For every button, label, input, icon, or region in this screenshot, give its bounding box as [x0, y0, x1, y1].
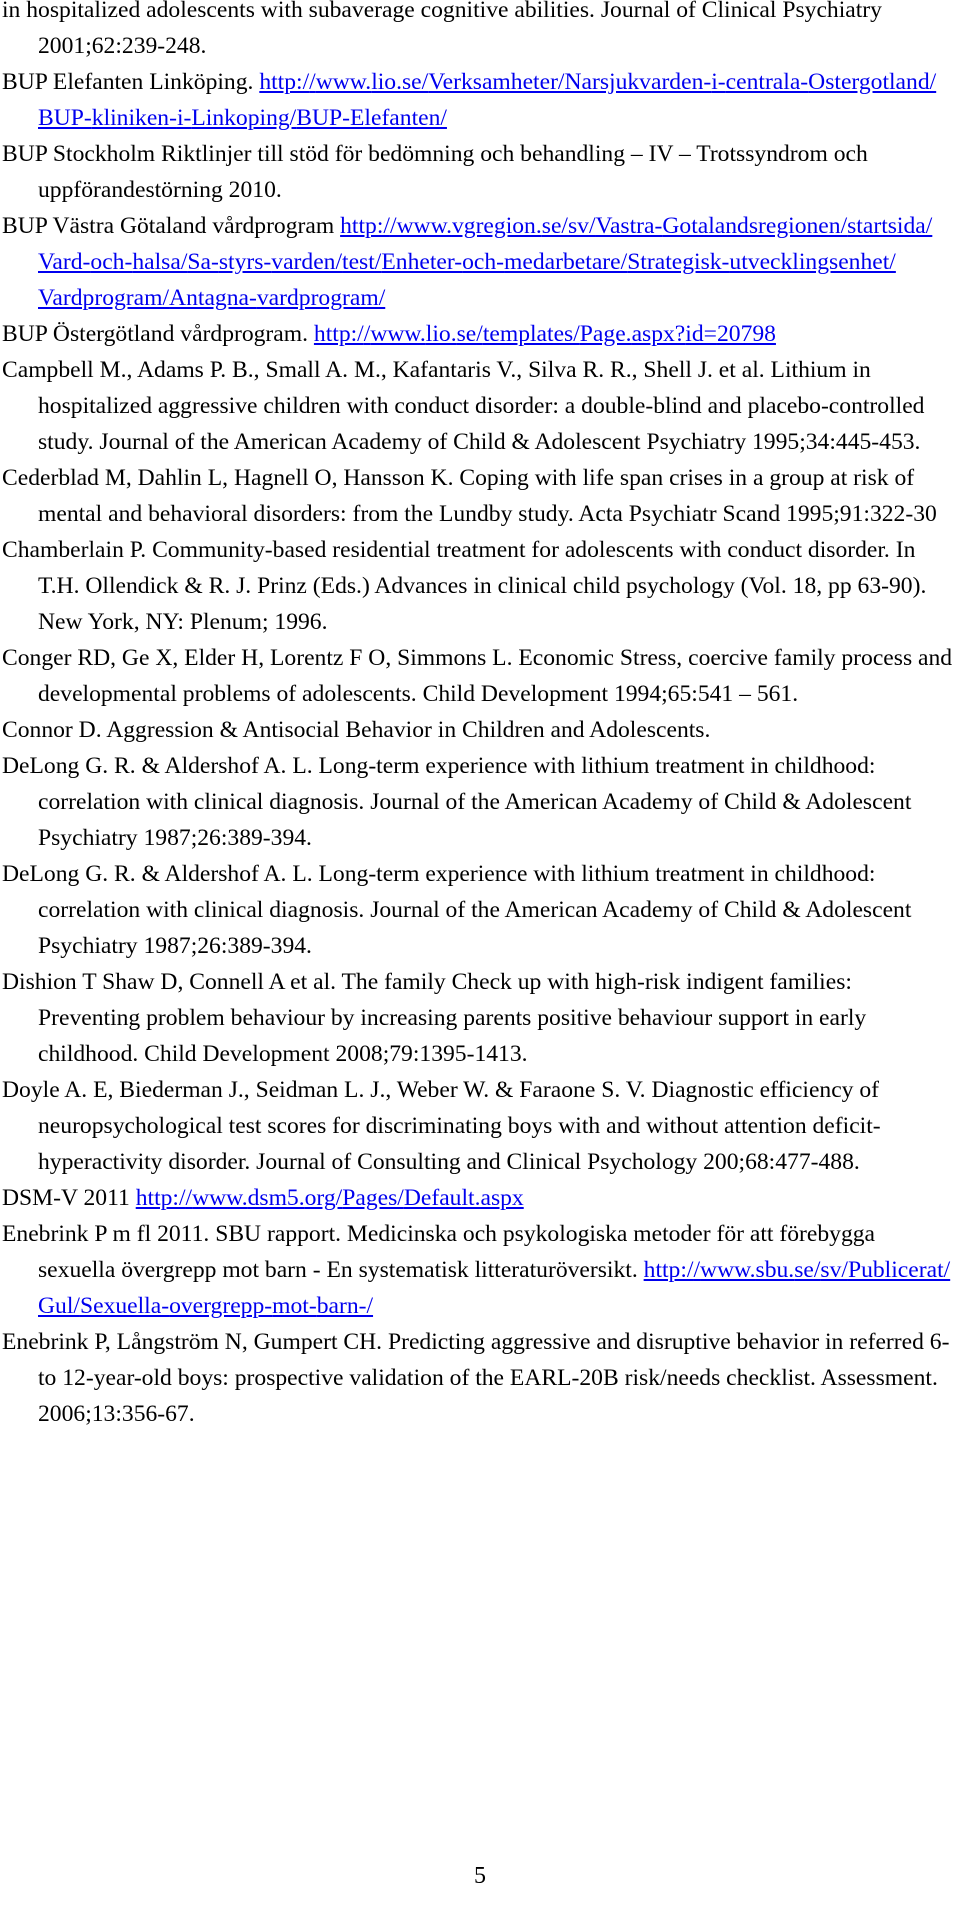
reference-entry [2, 712, 958, 748]
reference-entry [2, 640, 958, 712]
reference-entry [2, 1324, 958, 1432]
reference-text: BUP Östergötland vårdprogram. [2, 321, 314, 347]
reference-entry [2, 208, 958, 316]
reference-entry [2, 0, 958, 64]
reference-entry [2, 316, 958, 352]
reference-entry [2, 1216, 958, 1324]
reference-link[interactable]: http://www.vgregion.se/sv/Vastra-Gotalandsregionen/startsida/Vard-och-halsa/Sa-styrs-varden/test/Enheter-och-medarbetare/Strategisk-utvecklingsenhet/Vardprogram/Antagna-vardprogram/ [38, 213, 933, 311]
reference-text: BUP Stockholm Riktlinjer till stöd för bedömning och behandling – IV – Trotssyndrom och uppförandestörning 2010. [2, 141, 868, 203]
reference-entry [2, 460, 958, 532]
reference-text: Campbell M., Adams P. B., Small A. M., Kafantaris V., Silva R. R., Shell J. et al. Lithium in hospitalized aggressive children with conduct disorder: a double-blind and placebo-controlled study. Journal of the American Academy of Child & Adolescent Psychiatry 1995;34:445-453. [2, 357, 925, 455]
reference-entry [2, 1180, 958, 1216]
reference-text: BUP Elefanten Linköping. [2, 69, 260, 95]
reference-text: Enebrink P m fl 2011. SBU rapport. Medicinska och psykologiska metoder för att förebygga sexuella övergrepp mot barn - En systematisk litteraturöversikt. [2, 1221, 876, 1283]
reference-entry [2, 64, 958, 136]
reference-text: Doyle A. E, Biederman J., Seidman L. J., Weber W. & Faraone S. V. Diagnostic efficiency of neuropsychological test scores for discriminating boys with and without attention deficit-hyperactivity disorder. Journal of Consulting and Clinical Psychology 200;68:477-488. [2, 1077, 881, 1175]
reference-entry [2, 136, 958, 208]
reference-text: Conger RD, Ge X, Elder H, Lorentz F O, Simmons L. Economic Stress, coercive family process and developmental problems of adolescents. Child Development 1994;65:541 – 561. [2, 645, 953, 707]
reference-list [2, 0, 958, 1432]
reference-text: DeLong G. R. & Aldershof A. L. Long-term experience with lithium treatment in childhood: correlation with clinical diagnosis. Journal of the American Academy of Child & Adolescent Psychiatry 1987;26:389-394. [2, 753, 912, 851]
reference-entry [2, 856, 958, 964]
reference-text: DeLong G. R. & Aldershof A. L. Long-term experience with lithium treatment in childhood: correlation with clinical diagnosis. Journal of the American Academy of Child & Adolescent Psychiatry 1987;26:389-394. [2, 861, 912, 959]
reference-link[interactable]: http://www.lio.se/templates/Page.aspx?id=20798 [313, 321, 776, 347]
reference-text: Cederblad M, Dahlin L, Hagnell O, Hansson K. Coping with life span crises in a group at risk of mental and behavioral disorders: from the Lundby study. Acta Psychiatr Scand 1995;91:322-30 [2, 465, 937, 527]
reference-text: Connor D. Aggression & Antisocial Behavior in Children and Adolescents. [2, 717, 711, 743]
reference-text: Enebrink P, Långström N, Gumpert CH. Predicting aggressive and disruptive behavior in referred 6- to 12-year-old boys: prospective validation of the EARL-20B risk/needs checklist. Assessment. 2006;13:356-67. [2, 1329, 950, 1427]
reference-text: Chamberlain P. Community-based residential treatment for adolescents with conduct disorder. In T.H. Ollendick & R. J. Prinz (Eds.) Advances in clinical child psychology (Vol. 18, pp 63-90). New York, NY: Plenum; 1996. [2, 537, 927, 635]
reference-entry [2, 352, 958, 460]
reference-entry [2, 532, 958, 640]
reference-text: Dishion T Shaw D, Connell A et al. The family Check up with high-risk indigent families: Preventing problem behaviour by increasing parents positive behaviour support in early childhood. Child Development 2008;79:1395-1413. [2, 969, 867, 1067]
reference-text: BUP Västra Götaland vårdprogram [2, 213, 341, 239]
reference-entry [2, 964, 958, 1072]
reference-entry [2, 1072, 958, 1180]
reference-text: in hospitalized adolescents with subaverage cognitive abilities. Journal of Clinical Psychiatry 2001;62:239-248. [2, 0, 882, 59]
reference-link[interactable]: http://www.dsm5.org/Pages/Default.aspx [135, 1185, 524, 1211]
reference-text: DSM-V 2011 [2, 1185, 136, 1211]
reference-link[interactable]: http://www.lio.se/Verksamheter/Narsjukvarden-i-centrala-Ostergotland/BUP-kliniken-i-Linkoping/BUP-Elefanten/ [38, 69, 937, 131]
reference-link[interactable]: http://www.sbu.se/sv/Publicerat/Gul/Sexuella-overgrepp-mot-barn-/ [38, 1257, 951, 1319]
page-number: 5 [474, 1863, 486, 1889]
reference-entry [2, 748, 958, 856]
